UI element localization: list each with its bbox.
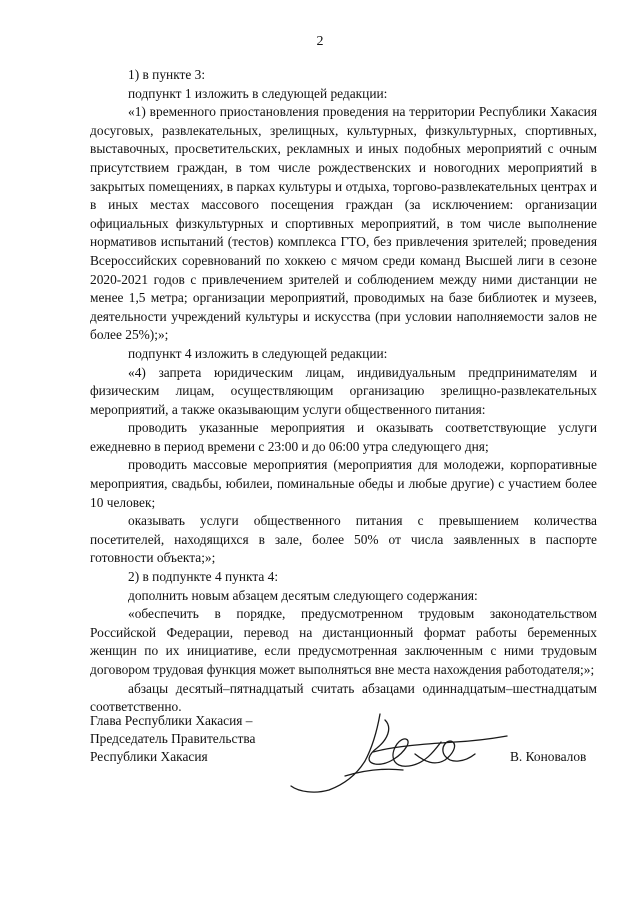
paragraph-catering-capacity: оказывать услуги общественного питания с превышением количества посетителей, находящихся в зале, более 50% от числа заявленных в паспорте готовности объекта;»; — [90, 513, 597, 566]
handwritten-signature — [285, 706, 515, 801]
paragraph-mass-events: проводить массовые мероприятия (мероприятия для молодежи, корпоративные мероприятия, свадьбы, юбилеи, поминальные обеды и любые другие) с участием более 10 человек; — [90, 457, 597, 510]
signatory-name: В. Коновалов — [510, 749, 587, 764]
paragraph-subclause-1-intro: подпункт 1 изложить в следующей редакции: — [128, 85, 388, 101]
paragraph-clause-3: 1) в пункте 3: — [128, 67, 206, 82]
paragraph-remote-work: «обеспечить в порядке, предусмотренном трудовым законодательством Российской Федерации, перевод на дистанционный формат работы беременных женщин по их инициативе, если предусмотренная заключенным с ними трудовым договором трудовая функция может выполняться вне места нахождения работодателя;»; — [90, 606, 597, 677]
signatory-title-line: Глава Республики Хакасия – — [90, 713, 253, 728]
paragraph-subclause-4-intro: подпункт 4 изложить в следующей редакции: — [128, 345, 388, 361]
signatory-title-line: Председатель Правительства — [90, 731, 256, 746]
paragraph-subclause-4-text: «4) запрета юридическим лицам, индивидуальным предпринимателям и физическим лицам, осуществляющим организацию зрелищно-развлекательных мероприятий, а также оказывающим услуги общественного питания: — [90, 364, 597, 417]
paragraph-clause-4: 2) в подпункте 4 пункта 4: — [128, 569, 279, 585]
signatory-title — [90, 712, 255, 766]
paragraph-renumbering: абзацы десятый–пятнадцатый считать абзацами одиннадцатым–шестнадцатым соответственно. — [90, 680, 597, 715]
paragraph-subclause-1-text: «1) временного приостановления проведения на территории Республики Хакасия досуговых, развлекательных, зрелищных, культурных, физкультурных, спортивных, выставочных, просветительских, рекламных и иных подобных мероприятий с очным присутствием граждан, в том числе рождественских и новогодних мероприятий в закрытых помещениях, в парках культуры и отдыха, торгово-развлекательных центрах и в иных местах массового посещения граждан (за исключением: организации официальных физкультурных и спортивных мероприятий, в том числе выполнение нормативов испытаний (тестов) комплекса ГТО, без привлечения зрителей; проведения Всероссийских соревнований по хоккею с мячом среди команд Высшей лиги в сезоне 2020-2021 годов с привлечением зрителей и соблюдением между ними дистанции не менее 1,5 метра; организации мероприятий, проводимых на базе библиотек и музеев, деятельности учреждений культуры и искусства (при условии наполняемости залов не более 25%);»; — [90, 104, 597, 343]
paragraph-night-restriction: проводить указанные мероприятия и оказывать соответствующие услуги ежедневно в период времени с 23:00 и до 06:00 утра следующего дня; — [90, 420, 597, 454]
signatory-title-line: Республики Хакасия — [90, 749, 208, 764]
page-number: 2 — [316, 34, 324, 49]
document-body — [90, 66, 597, 717]
paragraph-add-abzac-intro: дополнить новым абзацем десятым следующего содержания: — [128, 587, 478, 603]
